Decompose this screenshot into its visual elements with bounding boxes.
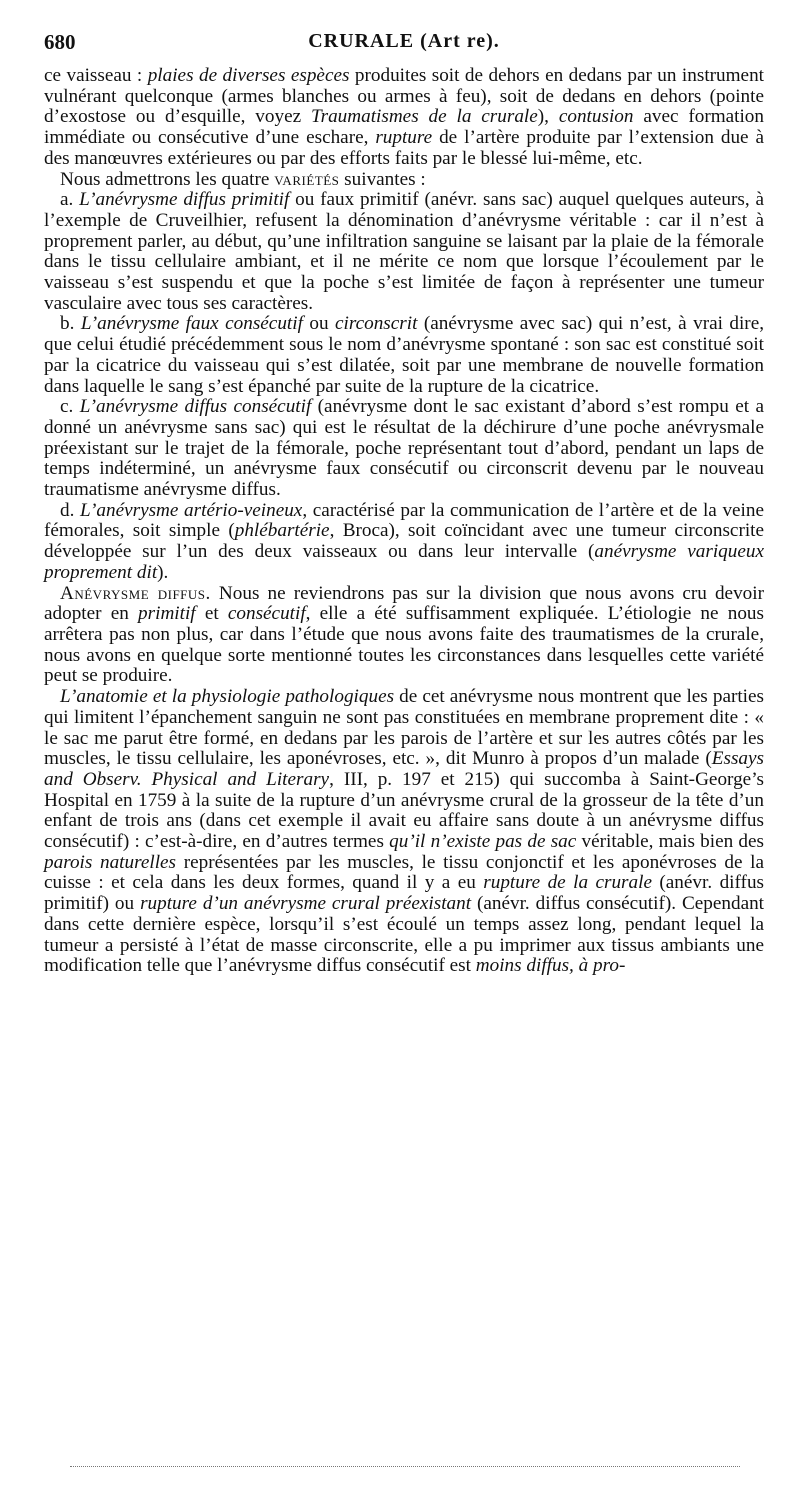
text-run: ). [157,561,169,583]
italic-run: qu’il n’existe pas de sac [389,831,577,853]
text-run: c. [60,396,80,418]
text-run: Nous ne reviendrons pas sur la division que nous avons cru devoir adopter en [44,582,764,625]
text-run: ou faux primitif (anévr. sans sac) auquel quelques auteurs, à l’exemple de Cruveilhier, refusent la dénomination d’anévrysme véritable : car il n’est à proprement parler, au début, qu’une infiltration sanguine se laisant par la plaie de la fémorale dans le tissu cellulaire ambiant, et il ne mérite ce nom que lorsque l’écoulement par le vaisseau s’est suspendu et que la poche s’est limitée de façon à représenter une tumeur vasculaire avec tous ses caractères. [44,189,764,314]
text-run: a. [60,189,80,211]
italic-run: rupture de la crurale [483,872,652,894]
italic-run: L’anévrysme diffus primitif [79,189,290,211]
text-run: ), [537,106,559,128]
text-run: , elle a été suffisamment expliquée. L’étiologie ne nous arrêtera pas non plus, car dans l’étude que nous avons faite des traumatismes de la crurale, nous avons en quelque sorte mentionné toutes les circonstances dans lesquelles cette variété peut se produire. [44,603,764,687]
italic-run: circonscrit [334,313,418,335]
italic-run: Traumatismes de la crurale [310,106,538,128]
text-run: ou [302,313,335,335]
text-run: avec formation immédiate ou consécutive d’une eschare, [44,106,764,149]
italic-run: moins diffus, à pro- [475,955,626,977]
paragraph-variety-a [44,190,764,314]
text-run: b. [60,313,81,335]
text-run: (anévr. diffus consécutif). Cependant dans cette dernière espèce, lorsqu’il s’est écoulé un temps assez long, pendant lequel la tumeur a persisté à l’état de masse circonscrite, elle a pu imprimer aux tissus ambiants une modification telle que l’anévrysme diffus consécutif est [44,893,765,977]
paragraph-variety-c [44,397,764,501]
text-run: (anévrysme dont le sac existant d’abord s’est rompu et a donné un anévrysme sans sac) qui est le résultat de la déchirure d’une poche anévrysmale préexistant sur le trajet de la fémorale, poche représentant tout d’abord, pendant un laps de temps indéterminé, un anévrysme faux consécutif ou circonscrit devenu par le nouveau traumatisme anévrysme diffus. [44,396,764,501]
paragraph-anevrysme-diffus [44,584,764,688]
text-run: produites soit de dehors en dedans par un instrument vulnérant quelconque (armes blanches ou armes à feu), soit de dedans en dehors (pointe d’exostose ou d’esquille, voyez [44,65,764,128]
text-run: véritable, mais bien des [576,831,764,853]
running-title: CRURALE (Art re). [308,30,500,52]
footer-rule [70,1466,740,1467]
italic-run: L’anévrysme artério-veineux [80,499,303,521]
italic-run: plaies de diverses espèces [147,65,350,86]
italic-run: anévrysme variqueux proprement dit [44,541,764,583]
italic-run: L’anatomie et la physiologie pathologiques [60,686,395,708]
paragraph-causes [44,66,764,170]
text-run: (anévr. diffus primitif) ou [44,872,764,915]
page-number: 680 [44,30,76,54]
small-caps-run: variétés [274,168,340,190]
italic-run: rupture d’un anévrysme crural préexistant [140,893,472,915]
text-run: Nous admettrons les quatre [60,168,275,190]
paragraph-anatomie [44,687,764,977]
paragraph-varieties-intro [44,170,764,191]
italic-run: Essays and Observ. Physical and Literary [44,748,764,790]
italic-run: parois naturelles [44,851,177,873]
italic-run: rupture [375,127,433,149]
italic-run: L’anévrysme diffus consécutif [79,396,312,418]
page-header [44,30,764,58]
text-run: et [195,603,228,625]
paragraph-variety-b [44,314,764,397]
text-run: , III, p. 197 et 215) qui succomba à Saint-George’s Hospital en 1759 à la suite de la rupture d’un anévrysme crural de la grosseur de la tête d’un enfant de trois ans (dans cet exemple il avait eu affaire sans doute à un anévrysme diffus consécutif) : c’est-à-dire, en d’autres termes [44,768,764,853]
text-run: (anévrysme avec sac) qui n’est, à vrai dire, que celui étudié précédemment sous le nom d’anévrysme spontané : son sac est constitué soit par la cicatrice du vaisseau qui s’est dilatée, soit par une membrane de nouvelle formation dans laquelle le sang s’est épanché par suite de la rupture de la cicatrice. [44,313,765,397]
italic-run: phlébartérie [234,520,330,542]
text-run: représentées par les muscles, le tissu conjonctif et les aponévroses de la cuisse : et cela dans les deux formes, quand il y a eu [44,851,764,894]
small-caps-run: Anévrysme diffus. [60,582,211,604]
italic-run: L’anévrysme faux consécutif [80,313,303,335]
italic-run: contusion [558,106,634,128]
paragraph-variety-d [44,501,764,584]
body-text [44,66,764,977]
text-run: de cet anévrysme nous montrent que les parties qui limitent l’épanchement sanguin ne sont pas constituées en membrane proprement dite : « le sac me parut être formé, en dedans par les parois de l’artère et sur les autres côtés par les muscles, le tissu cellulaire, les aponévroses, etc. », dit Munro à propos d’un malade ( [44,686,764,770]
text-run: d. [60,499,81,521]
italic-run: primitif [138,603,196,625]
text-run: , caractérisé par la communication de l’artère et de la veine fémorales, soit simple ( [44,499,764,542]
italic-run: consécutif [227,603,306,625]
text-run: , Broca), soit coïncidant avec une tumeur circonscrite développée sur l’un des deux vaisseaux ou dans leur intervalle ( [44,520,765,563]
text-run: suivantes : [339,168,426,190]
text-run: de l’artère produite par l’extension due à des manœuvres extérieures ou par des efforts faits par le blessé lui-même, etc. [44,127,764,169]
text-run: ce vaisseau : [44,65,148,86]
